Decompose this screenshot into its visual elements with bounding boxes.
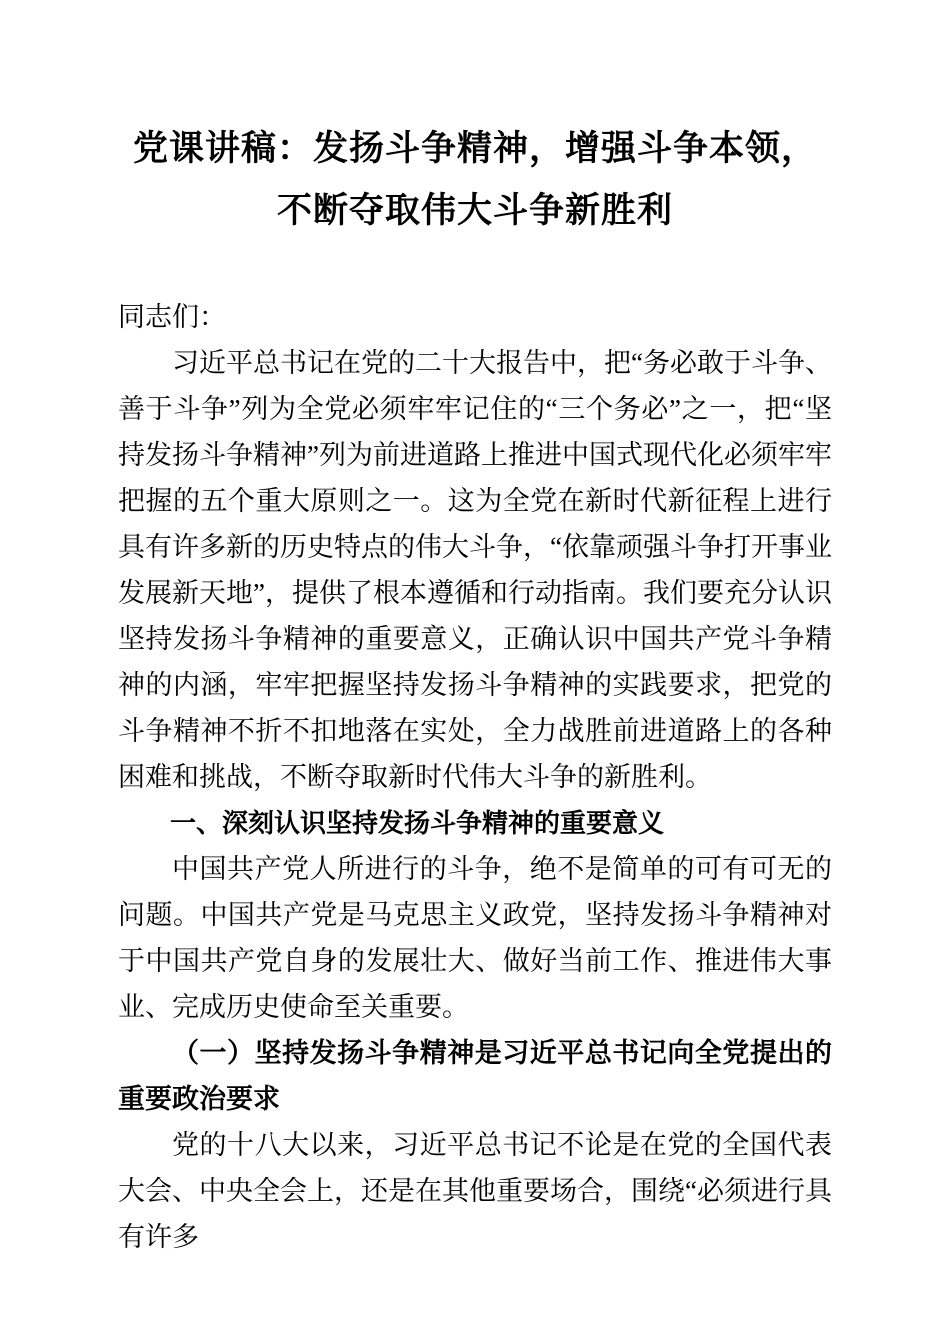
paragraph-section-1-intro: 中国共产党人所进行的斗争，绝不是简单的可有可无的问题。中国共产党是马克思主义政党，坚持发扬斗争精神对于中国共产党自身的发展壮大、做好当前工作、推进伟大事业、完成历史使命至关重要。 [118, 854, 832, 1022]
section-heading-1: 一、深刻认识坚持发扬斗争精神的重要意义 [170, 808, 665, 838]
paragraph-subsection-1-1-body: 党的十八大以来，习近平总书记不论是在党的全国代表大会、中央全会上，还是在其他重要场合，围绕“必须进行具有许多 [118, 1130, 832, 1252]
subsection-heading-1-1: （一）坚持发扬斗争精神是习近平总书记向全党提出的重要政治要求 [118, 1038, 832, 1114]
paragraph-intro: 习近平总书记在党的二十大报告中，把“务必敢于斗争、善于斗争”列为全党必须牢牢记住的“三个务必”之一，把“坚持发扬斗争精神”列为前进道路上推进中国式现代化必须牢牢把握的五个重大原则之一。这为全党在新时代新征程上进行具有许多新的历史特点的伟大斗争，“依靠顽强斗争打开事业发展新天地”，提供了根本遵循和行动指南。我们要充分认识坚持发扬斗争精神的重要意义，正确认识中国共产党斗争精神的内涵，牢牢把握坚持发扬斗争精神的实践要求，把党的斗争精神不折不扣地落在实处，全力战胜前进道路上的各种困难和挑战，不断夺取新时代伟大斗争的新胜利。 [118, 348, 832, 792]
document-title: 党课讲稿：发扬斗争精神，增强斗争本领，不断夺取伟大斗争新胜利 [132, 129, 817, 230]
paragraph-salutation: 同志们： [118, 302, 226, 332]
document-body [118, 294, 832, 1260]
